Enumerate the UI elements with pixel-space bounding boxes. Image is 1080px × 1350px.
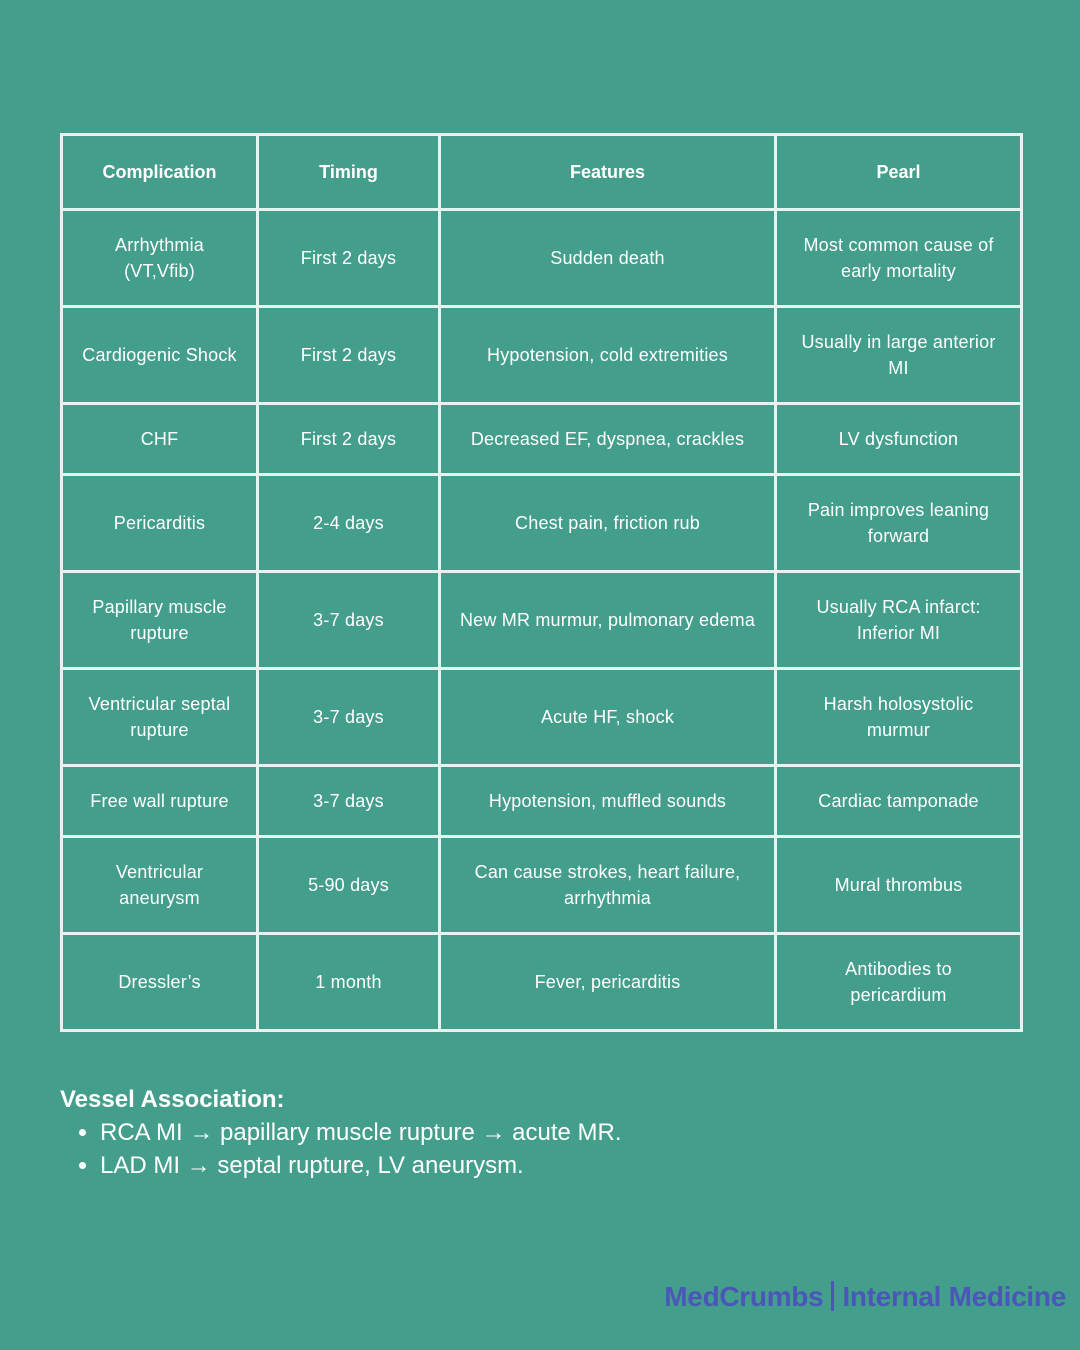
brand-section: Internal Medicine xyxy=(842,1281,1066,1312)
cell-features: Can cause strokes, heart failure, arrhythmia xyxy=(440,837,776,934)
cell-pearl: Pain improves leaning forward xyxy=(776,475,1022,572)
cell-pearl: Usually RCA infarct: Inferior MI xyxy=(776,572,1022,669)
cell-complication: Arrhythmia (VT,Vfib) xyxy=(62,210,258,307)
cell-pearl: Most common cause of early mortality xyxy=(776,210,1022,307)
list-item: • RCA MI → papillary muscle rupture → acute MR. xyxy=(100,1116,1020,1149)
brand-footer xyxy=(664,1281,1066,1313)
header-pearl: Pearl xyxy=(776,135,1022,210)
table-row xyxy=(62,404,1022,475)
cell-complication: Ventricular aneurysm xyxy=(62,837,258,934)
table-row xyxy=(62,210,1022,307)
header-complication: Complication xyxy=(62,135,258,210)
cell-pearl: Harsh holosystolic murmur xyxy=(776,669,1022,766)
complications-table-container xyxy=(60,133,1020,1032)
cell-features: Sudden death xyxy=(440,210,776,307)
cell-features: Chest pain, friction rub xyxy=(440,475,776,572)
cell-pearl: LV dysfunction xyxy=(776,404,1022,475)
cell-complication: Papillary muscle rupture xyxy=(62,572,258,669)
vessel-association-heading: Vessel Association: xyxy=(60,1086,285,1113)
cell-timing: 2-4 days xyxy=(258,475,440,572)
cell-timing: 3-7 days xyxy=(258,572,440,669)
header-features: Features xyxy=(440,135,776,210)
cell-complication: Pericarditis xyxy=(62,475,258,572)
cell-features: Decreased EF, dyspnea, crackles xyxy=(440,404,776,475)
brand-name: MedCrumbs xyxy=(664,1281,824,1312)
table-row xyxy=(62,766,1022,837)
cell-complication: CHF xyxy=(62,404,258,475)
cell-pearl: Mural thrombus xyxy=(776,837,1022,934)
vessel-association-section xyxy=(60,1084,1020,1182)
cell-timing: First 2 days xyxy=(258,404,440,475)
cell-features: Hypotension, muffled sounds xyxy=(440,766,776,837)
cell-complication: Ventricular septal rupture xyxy=(62,669,258,766)
cell-timing: 5-90 days xyxy=(258,837,440,934)
header-timing: Timing xyxy=(258,135,440,210)
table-row xyxy=(62,934,1022,1031)
cell-complication: Cardiogenic Shock xyxy=(62,307,258,404)
complications-table xyxy=(60,133,1023,1032)
cell-timing: 3-7 days xyxy=(258,669,440,766)
cell-complication: Dressler’s xyxy=(62,934,258,1031)
cell-timing: 1 month xyxy=(258,934,440,1031)
cell-features: Acute HF, shock xyxy=(440,669,776,766)
table-header-row xyxy=(62,135,1022,210)
table-row xyxy=(62,669,1022,766)
table-row xyxy=(62,307,1022,404)
brand-divider xyxy=(831,1281,834,1311)
table-row xyxy=(62,572,1022,669)
cell-features: New MR murmur, pulmonary edema xyxy=(440,572,776,669)
vessel-association-list xyxy=(60,1116,1020,1182)
cell-pearl: Antibodies to pericardium xyxy=(776,934,1022,1031)
cell-timing: 3-7 days xyxy=(258,766,440,837)
cell-complication: Free wall rupture xyxy=(62,766,258,837)
table-row xyxy=(62,837,1022,934)
list-item: • LAD MI → septal rupture, LV aneurysm. xyxy=(100,1149,1020,1182)
cell-timing: First 2 days xyxy=(258,307,440,404)
cell-features: Fever, pericarditis xyxy=(440,934,776,1031)
cell-features: Hypotension, cold extremities xyxy=(440,307,776,404)
cell-pearl: Cardiac tamponade xyxy=(776,766,1022,837)
table-row xyxy=(62,475,1022,572)
cell-pearl: Usually in large anterior MI xyxy=(776,307,1022,404)
cell-timing: First 2 days xyxy=(258,210,440,307)
